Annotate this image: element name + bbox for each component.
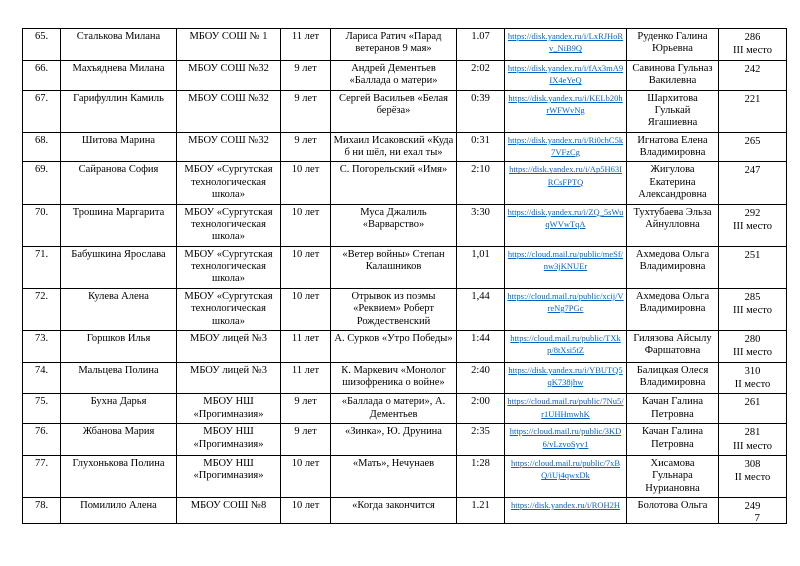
video-link[interactable]: https://cloud.mail.ru/public/7Nu5/r1UHHmwhK xyxy=(507,396,624,419)
score-value: 286 xyxy=(744,32,761,43)
cell-time: 2:00 xyxy=(457,394,505,424)
cell-link xyxy=(505,455,627,497)
cell-school: МБОУ НШ «Прогимназия» xyxy=(177,424,281,456)
cell-age: 10 лет xyxy=(281,246,331,288)
cell-link xyxy=(505,60,627,90)
cell-link xyxy=(505,90,627,132)
video-link[interactable]: https://disk.yandex.ru/i/KELb20hrWFWvNg xyxy=(508,92,623,115)
cell-score xyxy=(719,204,787,246)
cell-name: Бухна Дарья xyxy=(61,394,177,424)
cell-score xyxy=(719,246,787,288)
place-label: III место xyxy=(732,440,773,452)
page-number: 7 xyxy=(754,512,760,524)
cell-teacher: Балицкая Олеся Владимировна xyxy=(627,362,719,394)
cell-time: 1.07 xyxy=(457,29,505,61)
cell-num: 74. xyxy=(23,362,61,394)
cell-poem: «Зинка», Ю. Друнина xyxy=(331,424,457,456)
video-link[interactable]: https://disk.yandex.ru/i/ZQ_5sWuqWVwTqA xyxy=(507,206,624,229)
cell-link xyxy=(505,288,627,330)
score-value: 285 xyxy=(744,291,761,303)
cell-time: 1:44 xyxy=(457,330,505,362)
cell-teacher: Качан Галина Петровна xyxy=(627,424,719,456)
score-value: 280 xyxy=(744,333,761,345)
table-row xyxy=(23,394,787,424)
cell-age: 10 лет xyxy=(281,288,331,330)
score-value: 310 xyxy=(744,365,761,377)
cell-link xyxy=(505,498,627,524)
cell-link xyxy=(505,394,627,424)
score-value: 247 xyxy=(744,165,761,177)
cell-time: 1.21 xyxy=(457,498,505,524)
cell-name: Помилило Алена xyxy=(61,498,177,524)
cell-poem: Муса Джалиль «Варварство» xyxy=(331,204,457,246)
video-link[interactable]: https://disk.yandex.ru/i/fAx3mA9IX4eYeQ xyxy=(507,62,624,86)
table-row xyxy=(23,90,787,132)
cell-age: 10 лет xyxy=(281,162,331,204)
score-value: 261 xyxy=(744,397,761,409)
table-row xyxy=(23,246,787,288)
cell-time: 2:40 xyxy=(457,362,505,394)
cell-teacher: Шархитова Гулькай Ягашиевна xyxy=(627,90,719,132)
cell-score xyxy=(719,60,787,90)
cell-teacher: Ахмедова Ольга Владимировна xyxy=(627,288,719,330)
cell-age: 9 лет xyxy=(281,424,331,456)
cell-time: 2:02 xyxy=(457,60,505,90)
cell-teacher: Ахмедова Ольга Владимировна xyxy=(627,246,719,288)
place-label: III место xyxy=(732,45,773,57)
cell-school: МБОУ СОШ №32 xyxy=(177,60,281,90)
cell-link xyxy=(505,330,627,362)
video-link[interactable]: https://cloud.mail.ru/public/TXkp/8tXsi5tZ xyxy=(510,332,621,356)
cell-score xyxy=(719,90,787,132)
cell-num: 75. xyxy=(23,394,61,424)
score-value: 242 xyxy=(744,63,761,75)
table-row xyxy=(23,455,787,497)
cell-link xyxy=(505,162,627,204)
cell-score xyxy=(719,288,787,330)
cell-school: МБОУ СОШ №8 xyxy=(177,498,281,524)
cell-poem: Андрей Дементьев «Баллада о матери» xyxy=(331,60,457,90)
cell-name: Шитова Марина xyxy=(61,132,177,162)
video-link[interactable]: https://cloud.mail.ru/public/xcij/VreNg7PGc xyxy=(507,290,624,314)
score-value: 251 xyxy=(744,249,761,261)
cell-num: 67. xyxy=(23,90,61,132)
cell-time: 3:30 xyxy=(457,204,505,246)
table-row xyxy=(23,288,787,330)
cell-age: 9 лет xyxy=(281,60,331,90)
table-row xyxy=(23,424,787,456)
cell-score xyxy=(719,394,787,424)
cell-name: Сталькова Милана xyxy=(61,29,177,61)
cell-teacher: Гилязова Айсылу Фаршатовна xyxy=(627,330,719,362)
cell-time: 1,01 xyxy=(457,246,505,288)
cell-poem: К. Маркевич «Монолог шизофреника о войне» xyxy=(331,362,457,394)
cell-time: 2:35 xyxy=(457,424,505,456)
cell-school: МБОУ СОШ №32 xyxy=(177,132,281,162)
table-row xyxy=(23,362,787,394)
video-link[interactable]: https://disk.yandex.ru/i/Ri0chC5k7VFzCg xyxy=(507,134,624,157)
place-label: II место xyxy=(734,472,771,484)
cell-num: 66. xyxy=(23,60,61,90)
cell-num: 73. xyxy=(23,330,61,362)
cell-name: Глухонькова Полина xyxy=(61,455,177,497)
cell-name: Горшков Илья xyxy=(61,330,177,362)
table-row xyxy=(23,29,787,61)
cell-link xyxy=(505,29,627,61)
place-label: II место xyxy=(734,379,771,390)
cell-poem: Лариса Ратич «Парад ветеранов 9 мая» xyxy=(331,29,457,61)
cell-age: 10 лет xyxy=(281,455,331,497)
cell-name: Трошина Маргарита xyxy=(61,204,177,246)
cell-score xyxy=(719,132,787,162)
score-value: 265 xyxy=(744,135,761,147)
cell-poem: «Когда закончится xyxy=(331,498,457,524)
video-link[interactable]: https://disk.yandex.ru/i/ROH2H xyxy=(510,500,621,510)
cell-score xyxy=(719,162,787,204)
cell-school: МБОУ «Сургутская технологическая школа» xyxy=(177,204,281,246)
cell-teacher: Игнатова Елена Владимировна xyxy=(627,132,719,162)
cell-school: МБОУ НШ «Прогимназия» xyxy=(177,455,281,497)
cell-poem: «Баллада о матери», А. Дементьев xyxy=(331,394,457,424)
cell-link xyxy=(505,362,627,394)
table-row xyxy=(23,162,787,204)
cell-link xyxy=(505,132,627,162)
cell-num: 77. xyxy=(23,455,61,497)
cell-age: 9 лет xyxy=(281,132,331,162)
cell-time: 0:31 xyxy=(457,132,505,162)
cell-name: Бабушкина Ярослава xyxy=(61,246,177,288)
cell-num: 68. xyxy=(23,132,61,162)
cell-school: МБОУ «Сургутская технологическая школа» xyxy=(177,288,281,330)
video-link[interactable]: https://disk.yandex.ru/i/YBUTQ5qK738jhw xyxy=(508,364,623,387)
cell-num: 71. xyxy=(23,246,61,288)
cell-teacher: Руденко Галина Юрьевна xyxy=(627,29,719,61)
cell-score xyxy=(719,29,787,61)
cell-time: 1:28 xyxy=(457,455,505,497)
table-row xyxy=(23,60,787,90)
score-value: 308 xyxy=(744,458,761,470)
cell-score xyxy=(719,498,787,524)
cell-age: 11 лет xyxy=(281,362,331,394)
cell-teacher: Качан Галина Петровна xyxy=(627,394,719,424)
cell-poem: А. Сурков «Утро Победы» xyxy=(331,330,457,362)
cell-school: МБОУ «Сургутская технологическая школа» xyxy=(177,246,281,288)
video-link[interactable]: https://cloud.mail.ru/public/7xBQ/iUj4qwxDk xyxy=(510,457,621,481)
cell-num: 72. xyxy=(23,288,61,330)
cell-num: 78. xyxy=(23,498,61,524)
score-value: 249 xyxy=(744,501,761,512)
cell-teacher: Хисамова Гульнара Нуриановна xyxy=(627,455,719,497)
cell-school: МБОУ лицей №3 xyxy=(177,330,281,362)
video-link[interactable]: https://cloud.mail.ru/public/3KD6/vLzvoSyv1 xyxy=(509,426,622,449)
cell-num: 65. xyxy=(23,29,61,61)
cell-name: Махъяднева Милана xyxy=(61,60,177,90)
video-link[interactable]: https://disk.yandex.ru/i/LxRJHoRv_NiB9Q xyxy=(507,31,624,54)
cell-poem: С. Погорельский «Имя» xyxy=(331,162,457,204)
cell-time: 1,44 xyxy=(457,288,505,330)
cell-name: Мальцева Полина xyxy=(61,362,177,394)
cell-school: МБОУ «Сургутская технологическая школа» xyxy=(177,162,281,204)
table-row xyxy=(23,204,787,246)
cell-poem: Отрывок из поэмы «Реквием» Роберт Рождественский xyxy=(331,288,457,330)
cell-age: 10 лет xyxy=(281,204,331,246)
place-label: III место xyxy=(732,305,773,317)
cell-school: МБОУ лицей №3 xyxy=(177,362,281,394)
cell-name: Кулева Алена xyxy=(61,288,177,330)
cell-score xyxy=(719,424,787,456)
video-link[interactable]: https://cloud.mail.ru/public/meSf/nw3jKNUEr xyxy=(507,248,624,271)
place-label: III место xyxy=(732,220,773,232)
cell-poem: Михаил Исаковский «Куда б ни шёл, ни ехал ты» xyxy=(331,132,457,162)
cell-school: МБОУ НШ «Прогимназия» xyxy=(177,394,281,424)
cell-age: 9 лет xyxy=(281,90,331,132)
cell-score xyxy=(719,330,787,362)
place-label: III место xyxy=(732,347,773,359)
cell-teacher: Тухтубаева Эльза Айнулловна xyxy=(627,204,719,246)
cell-poem: «Мать», Нечунаев xyxy=(331,455,457,497)
cell-link xyxy=(505,204,627,246)
video-link[interactable]: https://disk.yandex.ru/i/Ap5H63IRCsFPTQ xyxy=(509,164,622,187)
cell-poem: Сергей Васильев «Белая берёза» xyxy=(331,90,457,132)
cell-num: 70. xyxy=(23,204,61,246)
cell-name: Жбанова Мария xyxy=(61,424,177,456)
cell-link xyxy=(505,424,627,456)
score-value: 292 xyxy=(744,207,761,219)
cell-teacher: Болотова Ольга xyxy=(627,498,719,524)
cell-link xyxy=(505,246,627,288)
cell-num: 76. xyxy=(23,424,61,456)
results-table xyxy=(22,28,787,524)
cell-teacher: Савинова Гульназ Вакилевна xyxy=(627,60,719,90)
cell-name: Сайранова София xyxy=(61,162,177,204)
cell-score xyxy=(719,455,787,497)
cell-teacher: Жигулова Екатерина Александровна xyxy=(627,162,719,204)
cell-time: 2:10 xyxy=(457,162,505,204)
cell-age: 9 лет xyxy=(281,394,331,424)
table-row xyxy=(23,132,787,162)
cell-score xyxy=(719,362,787,394)
cell-age: 11 лет xyxy=(281,29,331,61)
cell-age: 10 лет xyxy=(281,498,331,524)
cell-time: 0:39 xyxy=(457,90,505,132)
results-table-body xyxy=(23,29,787,524)
score-value: 221 xyxy=(744,93,761,105)
cell-name: Гарифуллин Камиль xyxy=(61,90,177,132)
table-row xyxy=(23,498,787,524)
cell-school: МБОУ СОШ № 1 xyxy=(177,29,281,61)
cell-school: МБОУ СОШ №32 xyxy=(177,90,281,132)
score-value: 281 xyxy=(744,427,761,439)
cell-num: 69. xyxy=(23,162,61,204)
table-row xyxy=(23,330,787,362)
cell-age: 11 лет xyxy=(281,330,331,362)
cell-poem: «Ветер войны» Степан Калашников xyxy=(331,246,457,288)
